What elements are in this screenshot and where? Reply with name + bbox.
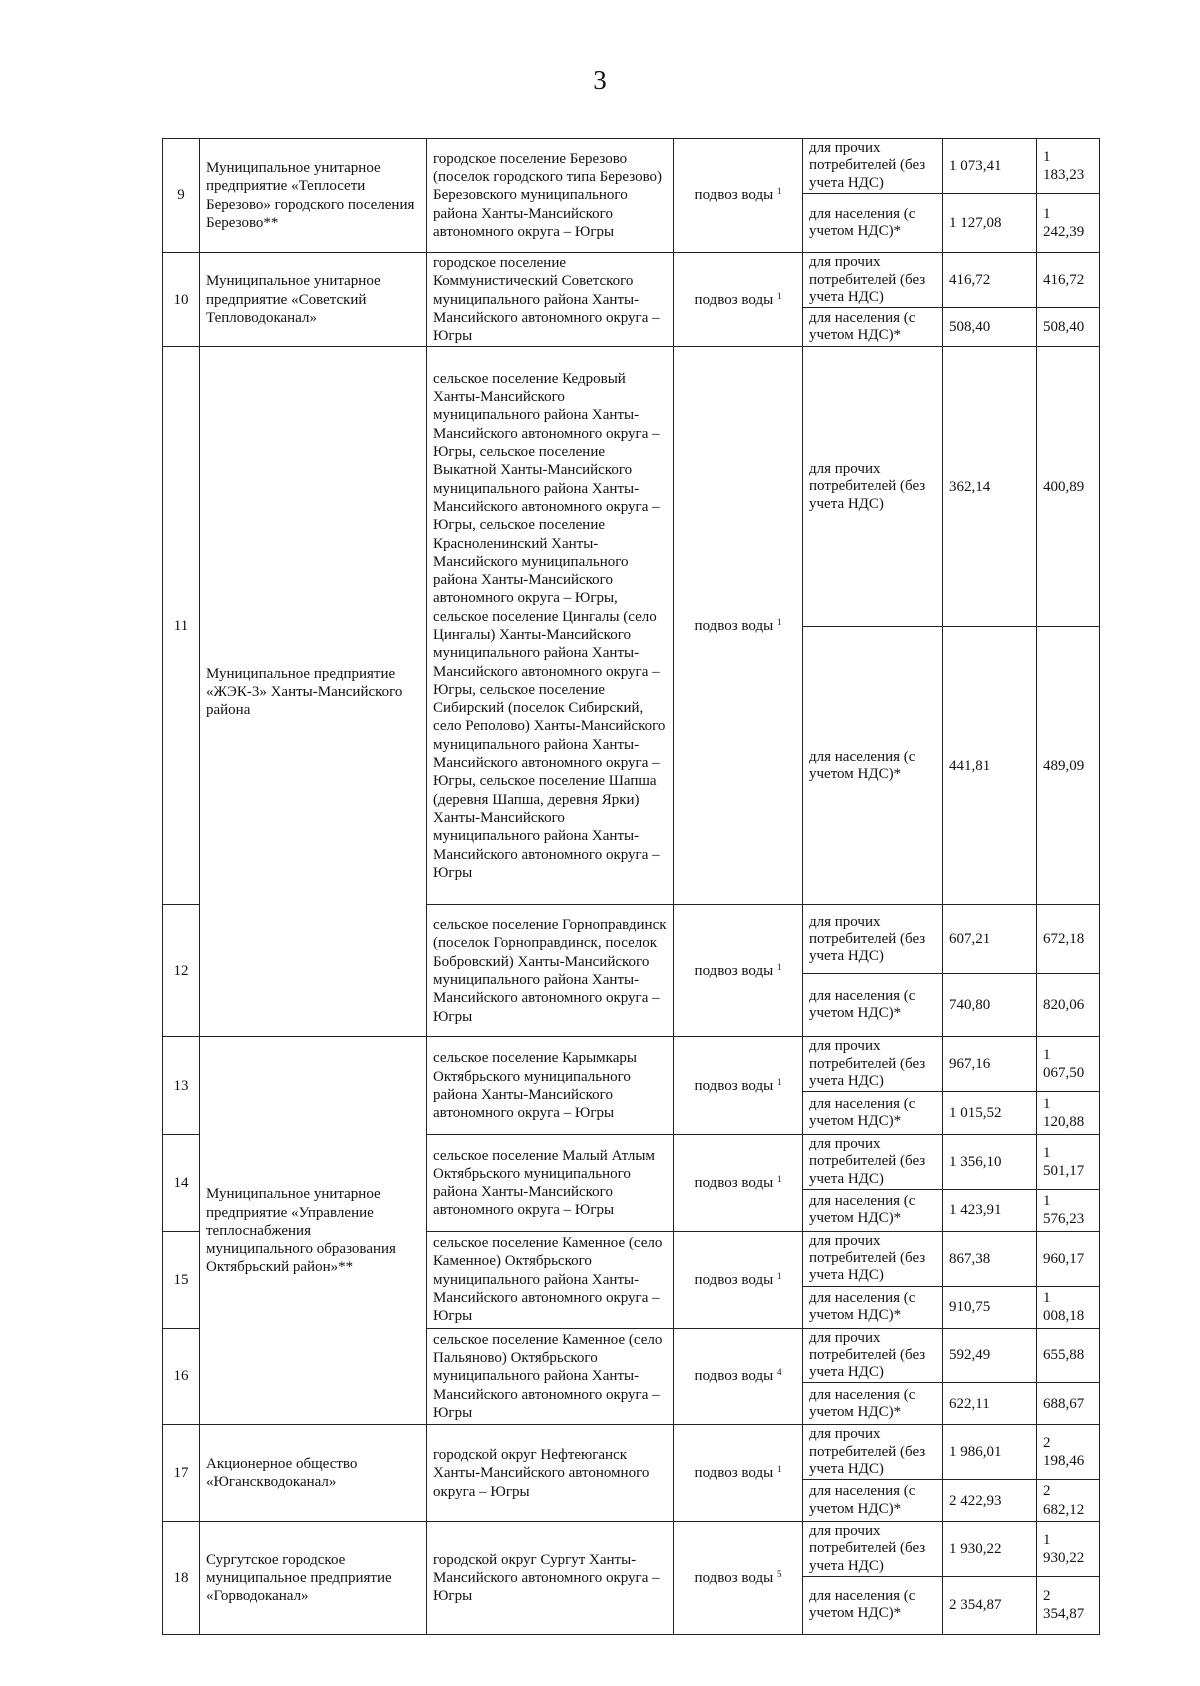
territory-cell: городское поселение Березово (поселок городского типа Березово) Березовского муниципального района Ханты-Мансийского автономного округа – Югры xyxy=(427,139,674,253)
service-cell xyxy=(674,1328,803,1425)
service-label: подвоз воды xyxy=(694,1368,774,1385)
tariff-value: 740,80 xyxy=(943,974,1037,1037)
row-number: 18 xyxy=(163,1522,200,1635)
tariff-value: 910,75 xyxy=(943,1286,1037,1328)
footnote-mark: 4 xyxy=(776,1367,782,1378)
service-cell xyxy=(674,1135,803,1232)
consumer-type-other: для прочих потребителей (без учета НДС) xyxy=(803,347,943,627)
tariff-value: 1 067,50 xyxy=(1037,1037,1100,1092)
tariff-value: 2 354,87 xyxy=(1037,1576,1100,1634)
territory-cell: городское поселение Коммунистический Советского муниципального района Ханты-Мансийского автономного округа – Югры xyxy=(427,253,674,347)
row-number: 14 xyxy=(163,1135,200,1232)
service-cell xyxy=(674,1037,803,1135)
row-number: 10 xyxy=(163,253,200,347)
page-number: 3 xyxy=(593,65,607,95)
footnote-mark: 5 xyxy=(776,1568,782,1579)
footnote-mark: 1 xyxy=(776,1173,782,1184)
footnote-mark: 1 xyxy=(776,1270,782,1281)
tariff-value: 1 930,22 xyxy=(943,1522,1037,1577)
tariff-value: 960,17 xyxy=(1037,1231,1100,1286)
tariff-value: 1 183,23 xyxy=(1037,139,1100,194)
service-cell xyxy=(674,1231,803,1328)
organization-cell: Муниципальное унитарное предприятие «Теплосети Березово» городского поселения Березово** xyxy=(200,139,427,253)
territory-cell: сельское поселение Каменное (село Каменное) Октябрьского муниципального района Ханты-Мансийского автономного округа – Югры xyxy=(427,1231,674,1328)
tariff-value: 1 576,23 xyxy=(1037,1189,1100,1231)
consumer-type-other: для прочих потребителей (без учета НДС) xyxy=(803,1037,943,1092)
consumer-type-other: для прочих потребителей (без учета НДС) xyxy=(803,905,943,974)
tariff-value: 508,40 xyxy=(943,308,1037,347)
row-number: 11 xyxy=(163,347,200,905)
tariff-value: 1 930,22 xyxy=(1037,1522,1100,1577)
service-label: подвоз воды xyxy=(694,1465,774,1482)
service-label: подвоз воды xyxy=(694,291,774,308)
service-label: подвоз воды xyxy=(694,962,774,979)
service-label: подвоз воды xyxy=(694,1569,774,1586)
territory-cell: городской округ Нефтеюганск Ханты-Мансийского автономного округа – Югры xyxy=(427,1425,674,1522)
service-label: подвоз воды xyxy=(694,617,774,634)
row-number: 12 xyxy=(163,905,200,1037)
tariff-table xyxy=(162,138,1100,1635)
tariff-value: 489,09 xyxy=(1037,627,1100,905)
footnote-mark: 1 xyxy=(776,186,782,197)
tariff-value: 441,81 xyxy=(943,627,1037,905)
consumer-type-other: для прочих потребителей (без учета НДС) xyxy=(803,1328,943,1383)
tariff-value: 1 120,88 xyxy=(1037,1092,1100,1135)
organization-cell: Акционерное общество «Юганскводоканал» xyxy=(200,1425,427,1522)
row-number: 17 xyxy=(163,1425,200,1522)
territory-cell: сельское поселение Кедровый Ханты-Мансийского муниципального района Ханты-Мансийского автономного округа – Югры, сельское поселение Выкатной Ханты-Мансийского муниципального района Ханты-Мансийского автономного округа – Югры, сельское поселение Красноленинский Ханты-Мансийского муниципального района Ханты-Мансийского автономного округа – Югры, сельское поселение Цингалы (село Цингалы) Ханты-Мансийского муниципального района Ханты-Мансийского автономного округа – Югры, сельское поселение Сибирский (поселок Сибирский, село Реполово) Ханты-Мансийского муниципального района Ханты-Мансийского автономного округа – Югры, сельское поселение Шапша (деревня Шапша, деревня Ярки) Ханты-Мансийского муниципального района Ханты-Мансийского автономного округа – Югры xyxy=(427,347,674,905)
tariff-value: 2 198,46 xyxy=(1037,1425,1100,1480)
row-number: 15 xyxy=(163,1231,200,1328)
table-row xyxy=(163,1037,1100,1092)
tariff-value: 820,06 xyxy=(1037,974,1100,1037)
consumer-type-population: для населения (с учетом НДС)* xyxy=(803,1189,943,1231)
tariff-value: 2 682,12 xyxy=(1037,1480,1100,1522)
tariff-value: 1 423,91 xyxy=(943,1189,1037,1231)
footnote-mark: 1 xyxy=(776,616,782,627)
service-cell xyxy=(674,347,803,905)
tariff-value: 508,40 xyxy=(1037,308,1100,347)
territory-cell: сельское поселение Малый Атлым Октябрьского муниципального района Ханты-Мансийского автономного округа – Югры xyxy=(427,1135,674,1232)
footnote-mark: 1 xyxy=(776,961,782,972)
tariff-value: 688,67 xyxy=(1037,1383,1100,1425)
territory-cell: сельское поселение Карымкары Октябрьского муниципального района Ханты-Мансийского автономного округа – Югры xyxy=(427,1037,674,1135)
row-number: 16 xyxy=(163,1328,200,1425)
tariff-value: 607,21 xyxy=(943,905,1037,974)
organization-cell: Сургутское городское муниципальное предприятие «Горводоканал» xyxy=(200,1522,427,1635)
consumer-type-population: для населения (с учетом НДС)* xyxy=(803,974,943,1037)
footnote-mark: 1 xyxy=(776,290,782,301)
tariff-value: 1 127,08 xyxy=(943,194,1037,253)
consumer-type-other: для прочих потребителей (без учета НДС) xyxy=(803,253,943,308)
service-label: подвоз воды xyxy=(694,1271,774,1288)
consumer-type-other: для прочих потребителей (без учета НДС) xyxy=(803,1522,943,1577)
consumer-type-population: для населения (с учетом НДС)* xyxy=(803,1383,943,1425)
tariff-value: 416,72 xyxy=(943,253,1037,308)
tariff-value: 655,88 xyxy=(1037,1328,1100,1383)
tariff-value: 1 015,52 xyxy=(943,1092,1037,1135)
service-cell xyxy=(674,253,803,347)
organization-cell: Муниципальное предприятие «ЖЭК-3» Ханты-Мансийского района xyxy=(200,347,427,1037)
service-label: подвоз воды xyxy=(694,1174,774,1191)
footnote-mark: 1 xyxy=(776,1076,782,1087)
consumer-type-other: для прочих потребителей (без учета НДС) xyxy=(803,139,943,194)
tariff-value: 867,38 xyxy=(943,1231,1037,1286)
consumer-type-population: для населения (с учетом НДС)* xyxy=(803,1286,943,1328)
consumer-type-population: для населения (с учетом НДС)* xyxy=(803,194,943,253)
consumer-type-population: для населения (с учетом НДС)* xyxy=(803,1576,943,1634)
territory-cell: городской округ Сургут Ханты-Мансийского автономного округа – Югры xyxy=(427,1522,674,1635)
consumer-type-population: для населения (с учетом НДС)* xyxy=(803,1092,943,1135)
table-row xyxy=(163,347,1100,627)
tariff-value: 416,72 xyxy=(1037,253,1100,308)
tariff-value: 622,11 xyxy=(943,1383,1037,1425)
consumer-type-other: для прочих потребителей (без учета НДС) xyxy=(803,1231,943,1286)
tariff-value: 1 073,41 xyxy=(943,139,1037,194)
tariff-value: 672,18 xyxy=(1037,905,1100,974)
consumer-type-population: для населения (с учетом НДС)* xyxy=(803,308,943,347)
tariff-value: 967,16 xyxy=(943,1037,1037,1092)
tariff-value: 400,89 xyxy=(1037,347,1100,627)
consumer-type-population: для населения (с учетом НДС)* xyxy=(803,627,943,905)
tariff-value: 1 242,39 xyxy=(1037,194,1100,253)
service-cell xyxy=(674,905,803,1037)
row-number: 9 xyxy=(163,139,200,253)
tariff-value: 1 356,10 xyxy=(943,1135,1037,1190)
table-row xyxy=(163,1522,1100,1577)
territory-cell: сельское поселение Каменное (село Пальяново) Октябрьского муниципального района Ханты-Мансийского автономного округа – Югры xyxy=(427,1328,674,1425)
organization-cell: Муниципальное унитарное предприятие «Советский Тепловодоканал» xyxy=(200,253,427,347)
consumer-type-population: для населения (с учетом НДС)* xyxy=(803,1480,943,1522)
territory-cell: сельское поселение Горноправдинск (поселок Горноправдинск, поселок Бобровский) Ханты-Мансийского муниципального района Ханты-Мансийского автономного округа – Югры xyxy=(427,905,674,1037)
table-row xyxy=(163,253,1100,308)
organization-cell: Муниципальное унитарное предприятие «Управление теплоснабжения муниципального образования Октябрьский район»** xyxy=(200,1037,427,1425)
consumer-type-other: для прочих потребителей (без учета НДС) xyxy=(803,1135,943,1190)
consumer-type-other: для прочих потребителей (без учета НДС) xyxy=(803,1425,943,1480)
tariff-value: 2 354,87 xyxy=(943,1576,1037,1634)
row-number: 13 xyxy=(163,1037,200,1135)
service-cell xyxy=(674,139,803,253)
tariff-value: 1 501,17 xyxy=(1037,1135,1100,1190)
tariff-value: 2 422,93 xyxy=(943,1480,1037,1522)
tariff-value: 1 008,18 xyxy=(1037,1286,1100,1328)
tariff-value: 592,49 xyxy=(943,1328,1037,1383)
service-label: подвоз воды xyxy=(694,1077,774,1094)
service-cell xyxy=(674,1425,803,1522)
table-row xyxy=(163,139,1100,194)
footnote-mark: 1 xyxy=(776,1464,782,1475)
service-cell xyxy=(674,1522,803,1635)
tariff-value: 362,14 xyxy=(943,347,1037,627)
table-row xyxy=(163,1425,1100,1480)
service-label: подвоз воды xyxy=(694,187,774,204)
tariff-value: 1 986,01 xyxy=(943,1425,1037,1480)
